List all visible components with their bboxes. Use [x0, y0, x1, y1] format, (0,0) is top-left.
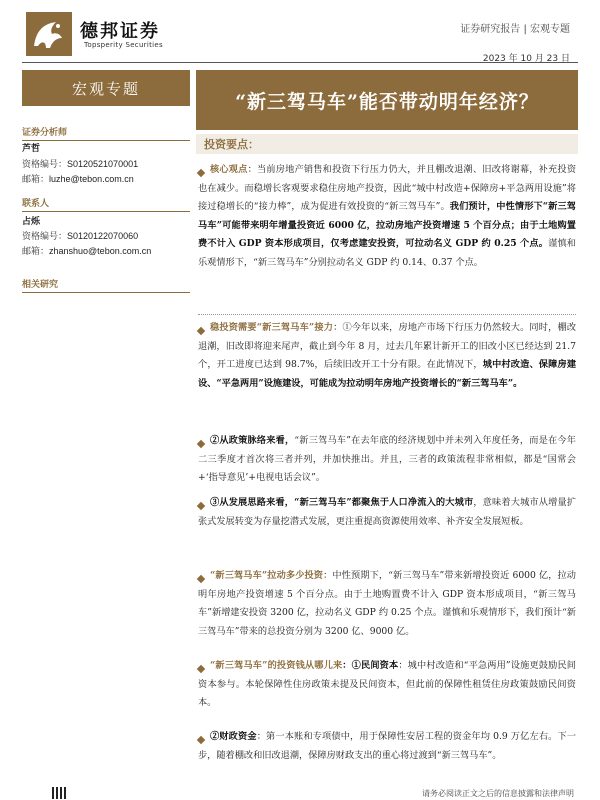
contact-email — [22, 244, 151, 257]
brand-name-en: Topsperity Securities — [84, 41, 163, 49]
fiscal-bold: ②财政资金 — [210, 731, 257, 742]
analyst-email-value[interactable]: luzhe@tebon.com.cn — [49, 174, 134, 184]
core-view-paragraph — [198, 161, 576, 272]
funding-source-paragraph — [198, 657, 576, 713]
qr-code-icon — [52, 787, 66, 799]
contact-cert — [22, 229, 138, 242]
sidebar-banner: 宏观专题 — [22, 70, 190, 106]
analyst-cert-value: S0120521070001 — [67, 159, 139, 169]
investment-amount-text: ：中性预期下，“新三驾马车”带来新增投资近 6000 亿，拉动明年房地产投资增速 5 个百分点。由于土地购置费不计入 GDP 资本形成项目，“新三驾马车”新增建安投资 3200 亿，拉动名义 GDP 约 0.25 个点。谨慎和乐观情形下，我们预计“新三驾马车”带来的总投资分别为 3200 亿、9000 亿。 — [198, 570, 576, 637]
contact-section-title: 联系人 — [22, 196, 190, 212]
investment-highlights-heading: 投资要点： — [196, 134, 578, 154]
contact-email-label: 邮箱： — [22, 247, 50, 257]
policy-bold: ②从政策脉络来看， — [210, 435, 295, 446]
relay-paragraph — [198, 319, 576, 393]
policy-paragraph — [198, 432, 576, 488]
core-view-text: ：当前房地产销售和投资下行压力仍大，并且棚改退潮、旧改将谢幕，补充投资也在减少。而稳增长客观要求稳住房地产投资，因此“城中村改造+保障房+平急两用设施”将接过稳增长的“接力棒”，成为促进有效投资的“新三驾马车”。 — [198, 164, 577, 212]
paragraph-divider — [198, 314, 576, 315]
core-view-tail: 谨慎和乐观情形下，“新三驾马车”分别拉动名义 GDP 约 0.14、0.37 个点。 — [198, 238, 576, 268]
relay-text: ：①今年以来，房地产市场下行压力仍然较大。同时，棚改退潮，旧改即将迎来尾声，截止到今年 8 月，过去几年累计新开工的旧改小区已经达到 21.7 个，开工进度已达到 98.7%，后续旧改开工十分有限。在此情况下， — [198, 322, 577, 370]
core-view-lead: 核心观点 — [210, 164, 248, 175]
footer-disclaimer: 请务必阅读正文之后的信息披露和法律声明 — [422, 789, 574, 798]
brand-name-cn: 德邦证券 — [80, 21, 160, 42]
related-research-title: 相关研究 — [22, 277, 190, 293]
contact-cert-label: 资格编号： — [22, 232, 68, 242]
analyst-section-title: 证券分析师 — [22, 125, 190, 141]
contact-cert-value: S0120122070060 — [67, 231, 139, 241]
contact-name: 占烁 — [22, 217, 41, 227]
analyst-email — [22, 172, 134, 185]
core-view-bold: 我们预计，中性情形下“新三驾马车”可能带来明年增量投资近 6000 亿，拉动房地产投资增速 5 个百分点；由于土地购置费不计入 GDP 资本形成项目，仅考虑建安投资，可拉动名义 GDP 约 0.25 个点。 — [198, 201, 576, 249]
funding-source-lead: “新三驾马车”的投资钱从哪儿来 — [210, 660, 343, 671]
relay-lead: 稳投资需要“新三驾马车”接力 — [210, 322, 334, 333]
development-paragraph — [198, 494, 576, 531]
development-text: ，意味着大城市从增量扩张式发展转变为存量挖潜式发展，更注重提高资源使用效率、补齐安全发展短板。 — [198, 497, 577, 527]
report-type: 证券研究报告 | 宏观专题 — [460, 24, 570, 35]
relay-bold: 城中村改造、保障房建设、“平急两用”设施建设，可能成为拉动明年房地产投资增长的“新三驾马车”。 — [198, 359, 577, 389]
contact-email-value[interactable]: zhanshuo@tebon.com.cn — [49, 246, 152, 256]
header-divider — [22, 62, 578, 63]
fiscal-paragraph — [198, 728, 576, 765]
report-date: 2023 年 10 月 23 日 — [482, 54, 570, 64]
development-bold: ③从发展思路来看，“新三驾马车”都聚焦于人口净流入的大城市 — [210, 497, 474, 508]
policy-text: “新三驾马车”在去年底的经济规划中并未列入年度任务，而是在今年二三季度才首次将三者并列，并加快推出。并且，三者的政策流程非常相似，都是“国常会+‘指导意见’+电视电话会议”。 — [198, 435, 576, 483]
fiscal-text: ：第一本账和专项债中，用于保障性安居工程的资金年均 0.9 万亿左右。下一步，随着棚改和旧改退潮，保障房财政支出的重心将过渡到“新三驾马车”。 — [198, 731, 577, 761]
analyst-email-label: 邮箱： — [22, 175, 50, 185]
investment-amount-lead: “新三驾马车”拉动多少投资 — [210, 570, 324, 581]
investment-amount-paragraph — [198, 567, 576, 641]
funding-source-text: ：城中村改造和“平急两用”设施更鼓励民间资本参与。本轮保障性住房政策未提及民间资本，但此前的保障性租赁住房政策鼓励民间资本。 — [198, 660, 576, 708]
analyst-name: 芦哲 — [22, 144, 41, 154]
analyst-cert-label: 资格编号： — [22, 160, 68, 170]
brand-logo-icon — [26, 12, 72, 56]
funding-source-bold: ：①民间资本 — [342, 660, 399, 671]
report-title: “新三驾马车”能否带动明年经济？ — [196, 70, 578, 130]
analyst-cert — [22, 157, 138, 170]
